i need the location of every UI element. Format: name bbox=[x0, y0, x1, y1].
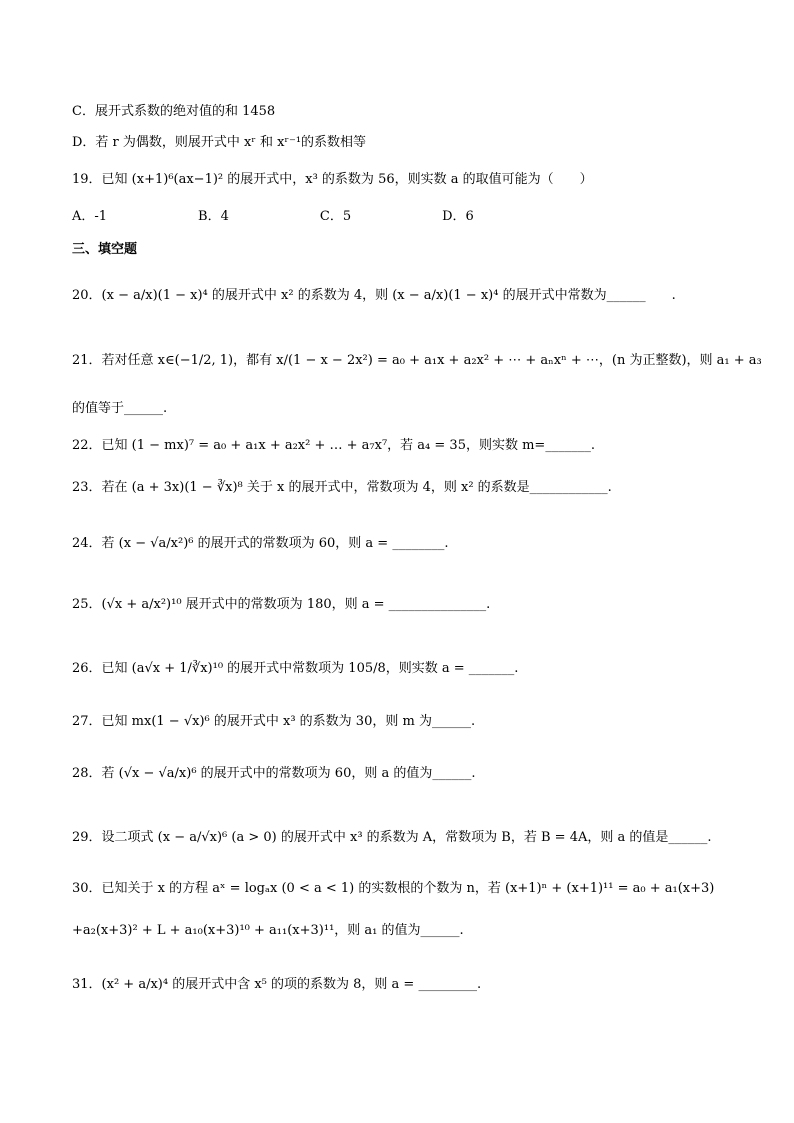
section-heading: 三、填空题 bbox=[72, 242, 138, 257]
question-30: 30．已知关于 x 的方程 aˣ = logₐx (0 < a < 1) 的实数根的个数为 n，若 (x+1)ⁿ + (x+1)¹¹ = a₀ + a₁(x+3) bbox=[72, 881, 715, 896]
question-24: 24．若 (x − √a/x²)⁶ 的展开式的常数项为 60，则 a = ________. bbox=[72, 536, 449, 551]
question-23: 23．若在 (a + 3x)(1 − ∛x)⁸ 关于 x 的展开式中，常数项为 4，则 x² 的系数是____________. bbox=[72, 480, 612, 495]
question-31: 31．(x² + a/x)⁴ 的展开式中含 x⁵ 的项的系数为 8，则 a = _________. bbox=[72, 977, 482, 992]
question-29: 29．设二项式 (x − a/√x)⁶ (a > 0) 的展开式中 x³ 的系数为 A，常数项为 B，若 B = 4A，则 a 的值是______. bbox=[72, 830, 712, 845]
question-28: 28．若 (√x − √a/x)⁶ 的展开式中的常数项为 60，则 a 的值为______. bbox=[72, 766, 476, 781]
question-22: 22．已知 (1 − mx)⁷ = a₀ + a₁x + a₂x² + … + a₇x⁷，若 a₄ = 35，则实数 m=_______. bbox=[72, 438, 595, 453]
question-26: 26．已知 (a√x + 1/∛x)¹⁰ 的展开式中常数项为 105/8，则实数 a = _______. bbox=[72, 661, 519, 676]
question-30-cont: +a₂(x+3)² + L + a₁₀(x+3)¹⁰ + a₁₁(x+3)¹¹，则 a₁ 的值为______. bbox=[72, 923, 464, 938]
question-25: 25．(√x + a/x²)¹⁰ 展开式中的常数项为 180，则 a = _______________. bbox=[72, 597, 491, 612]
question-20: 20．(x − a/x)(1 − x)⁴ 的展开式中 x² 的系数为 4，则 (x − a/x)(1 − x)⁴ 的展开式中常数为______ . bbox=[72, 288, 676, 303]
question-19-options: A．-1 B．4 C．5 D．6 bbox=[72, 209, 474, 224]
question-19: 19．已知 (x+1)⁶(ax−1)² 的展开式中，x³ 的系数为 56，则实数 a 的取值可能为（ ） bbox=[72, 172, 593, 187]
question-21: 21．若对任意 x∈(−1/2, 1)，都有 x/(1 − x − 2x²) = a₀ + a₁x + a₂x² + ⋯ + aₙxⁿ + ⋯，(n 为正整数)，则 a₁ + a₃ bbox=[72, 353, 762, 368]
question-27: 27．已知 mx(1 − √x)⁶ 的展开式中 x³ 的系数为 30，则 m 为______. bbox=[72, 714, 476, 729]
option-d-line: D．若 r 为偶数，则展开式中 xʳ 和 xʳ⁻¹的系数相等 bbox=[72, 135, 367, 150]
question-21-cont: 的值等于______. bbox=[72, 401, 168, 416]
option-c-line: C．展开式系数的绝对值的和 1458 bbox=[72, 104, 276, 119]
